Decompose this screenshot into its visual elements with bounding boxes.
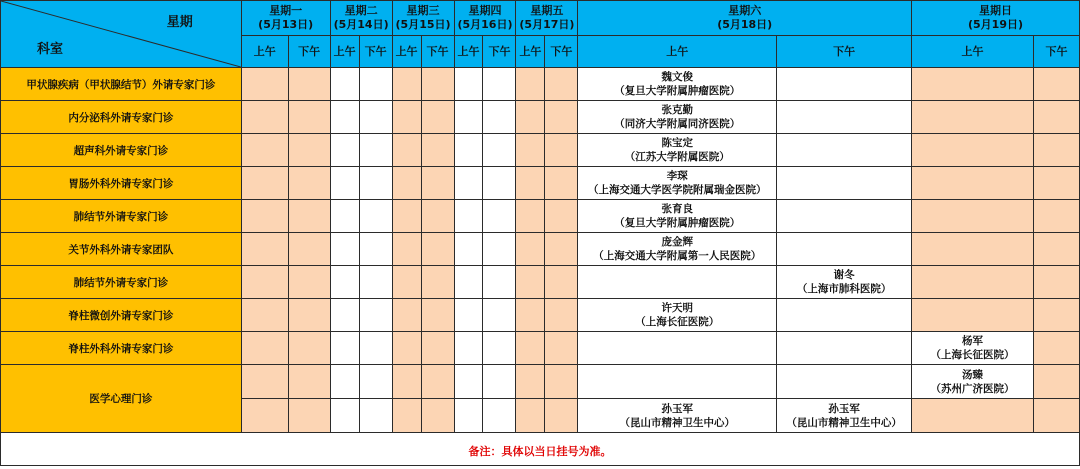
slot: [483, 233, 516, 266]
doctor-hospital: （上海长征医院）: [930, 349, 1015, 361]
slot: [516, 266, 545, 299]
slot: [483, 134, 516, 167]
table-row: [1, 233, 1080, 266]
slot: [578, 365, 777, 399]
slot: [545, 266, 578, 299]
department-label: 科室: [37, 42, 64, 57]
slot: [777, 233, 912, 266]
day-name: 星期六: [728, 4, 762, 17]
doctor-hospital: （复旦大学附属肿瘤医院）: [614, 217, 741, 229]
slot: [241, 399, 288, 433]
slot: [288, 365, 330, 399]
slot: [545, 167, 578, 200]
slot: [1033, 167, 1079, 200]
slot: [777, 101, 912, 134]
doctor-name: 庞金辉: [661, 236, 694, 248]
slot: [241, 167, 288, 200]
slot: [1033, 299, 1079, 332]
doctor-name: 李琛: [666, 170, 688, 182]
slot: [912, 266, 1034, 299]
slot: [912, 299, 1034, 332]
department-cell: 内分泌科外请专家门诊: [1, 101, 242, 134]
slot: [421, 101, 454, 134]
day-name: 星期三: [406, 4, 440, 17]
slot: [516, 365, 545, 399]
slot: [912, 399, 1034, 433]
slot: [1033, 200, 1079, 233]
slot: [454, 101, 483, 134]
slot: [454, 399, 483, 433]
table-row: [1, 134, 1080, 167]
slot: [288, 233, 330, 266]
doctor-hospital: （上海长征医院）: [635, 316, 720, 328]
doctor-slot: [578, 134, 777, 167]
table-row: [1, 68, 1080, 101]
slot: [421, 266, 454, 299]
day-date: (5月19日): [968, 18, 1024, 31]
slot: [1033, 332, 1079, 365]
slot: [288, 266, 330, 299]
slot: [454, 134, 483, 167]
period-am: 上午: [392, 36, 421, 68]
slot: [359, 167, 392, 200]
doctor-name: 陈宝定: [661, 137, 694, 149]
doctor-slot: [578, 233, 777, 266]
period-pm: 下午: [777, 36, 912, 68]
period-pm: 下午: [288, 36, 330, 68]
slot: [454, 299, 483, 332]
doctor-hospital: （上海交通大学医学院附属瑞金医院）: [588, 184, 767, 196]
weekday-label: 星期: [166, 15, 193, 30]
slot: [545, 365, 578, 399]
slot: [288, 68, 330, 101]
slot: [288, 332, 330, 365]
slot: [516, 101, 545, 134]
slot: [359, 332, 392, 365]
department-cell: 甲状腺疾病（甲状腺结节）外请专家门诊: [1, 68, 242, 101]
slot: [392, 134, 421, 167]
slot: [330, 399, 359, 433]
day-header-sun: [912, 1, 1080, 36]
slot: [288, 101, 330, 134]
day-name: 星期二: [344, 4, 378, 17]
slot: [516, 299, 545, 332]
slot: [912, 101, 1034, 134]
slot: [483, 399, 516, 433]
slot: [516, 134, 545, 167]
day-header-mon: [241, 1, 330, 36]
table-row: [1, 266, 1080, 299]
slot: [359, 101, 392, 134]
doctor-slot: [912, 332, 1034, 365]
slot: [421, 365, 454, 399]
slot: [777, 365, 912, 399]
doctor-name: 张克勤: [661, 104, 694, 116]
table-row: [1, 200, 1080, 233]
slot: [288, 399, 330, 433]
slot: [330, 332, 359, 365]
day-name: 星期五: [530, 4, 564, 17]
slot: [1033, 134, 1079, 167]
slot: [777, 68, 912, 101]
doctor-name: 张育良: [661, 203, 694, 215]
period-am: 上午: [578, 36, 777, 68]
doctor-hospital: （苏州广济医院）: [930, 382, 1015, 395]
doctor-slot: [777, 266, 912, 299]
slot: [241, 233, 288, 266]
footer-note-cell: [1, 433, 1080, 466]
slot: [483, 332, 516, 365]
table-row: [1, 167, 1080, 200]
slot: [241, 332, 288, 365]
header-corner: [1, 1, 242, 68]
slot: [241, 101, 288, 134]
slot: [330, 68, 359, 101]
day-date: (5月18日): [717, 18, 773, 31]
slot: [421, 399, 454, 433]
doctor-slot: [578, 299, 777, 332]
slot: [288, 200, 330, 233]
slot: [288, 167, 330, 200]
department-cell: 关节外科外请专家团队: [1, 233, 242, 266]
period-am: 上午: [241, 36, 288, 68]
day-header-sat: [578, 1, 912, 36]
slot: [454, 332, 483, 365]
slot: [392, 365, 421, 399]
slot: [330, 299, 359, 332]
department-cell: 医学心理门诊: [1, 365, 242, 433]
slot: [241, 299, 288, 332]
slot: [454, 68, 483, 101]
slot: [912, 233, 1034, 266]
slot: [241, 365, 288, 399]
slot: [330, 365, 359, 399]
slot: [545, 399, 578, 433]
slot: [1033, 233, 1079, 266]
doctor-name: 汤臻: [961, 368, 983, 381]
slot: [545, 299, 578, 332]
day-name: 星期日: [979, 4, 1013, 17]
slot: [392, 68, 421, 101]
slot: [359, 200, 392, 233]
period-pm: 下午: [421, 36, 454, 68]
period-pm: 下午: [359, 36, 392, 68]
period-pm: 下午: [483, 36, 516, 68]
slot: [516, 233, 545, 266]
slot: [516, 167, 545, 200]
slot: [545, 332, 578, 365]
period-am: 上午: [912, 36, 1034, 68]
slot: [912, 68, 1034, 101]
doctor-name: 孙玉军: [661, 402, 694, 415]
slot: [483, 68, 516, 101]
slot: [241, 68, 288, 101]
diagonal-line: [1, 1, 241, 67]
department-cell: 肺结节外请专家门诊: [1, 266, 242, 299]
slot: [777, 299, 912, 332]
department-cell: 胃肠外科外请专家门诊: [1, 167, 242, 200]
slot: [288, 134, 330, 167]
department-cell: 超声科外请专家门诊: [1, 134, 242, 167]
slot: [777, 167, 912, 200]
slot: [516, 68, 545, 101]
slot: [483, 200, 516, 233]
slot: [359, 233, 392, 266]
slot: [330, 134, 359, 167]
slot: [392, 399, 421, 433]
slot: [330, 266, 359, 299]
table-row: [1, 332, 1080, 365]
doctor-slot: [578, 68, 777, 101]
day-date: (5月13日): [258, 18, 314, 31]
slot: [392, 167, 421, 200]
slot: [359, 399, 392, 433]
day-date: (5月16日): [457, 18, 513, 31]
period-am: 上午: [454, 36, 483, 68]
slot: [1033, 365, 1079, 399]
period-pm: 下午: [545, 36, 578, 68]
slot: [359, 266, 392, 299]
day-name: 星期一: [269, 4, 303, 17]
doctor-hospital: （上海市肺科医院）: [796, 283, 892, 295]
doctor-hospital: （复旦大学附属肿瘤医院）: [614, 85, 741, 97]
doctor-slot: [777, 399, 912, 433]
slot: [483, 101, 516, 134]
footer-note: 备注：具体以当日挂号为准。: [468, 444, 612, 458]
slot: [392, 200, 421, 233]
slot: [330, 200, 359, 233]
doctor-hospital: （昆山市精神卫生中心）: [619, 416, 736, 429]
doctor-slot: [578, 101, 777, 134]
slot: [454, 200, 483, 233]
slot: [454, 266, 483, 299]
table-row: [1, 101, 1080, 134]
slot: [483, 266, 516, 299]
table-row: [1, 299, 1080, 332]
slot: [392, 332, 421, 365]
slot: [359, 68, 392, 101]
slot: [359, 299, 392, 332]
slot: [392, 266, 421, 299]
slot: [545, 200, 578, 233]
day-name: 星期四: [468, 4, 502, 17]
slot: [545, 68, 578, 101]
slot: [330, 167, 359, 200]
doctor-name: 杨军: [961, 335, 983, 347]
slot: [1033, 399, 1079, 433]
slot: [359, 134, 392, 167]
doctor-hospital: （同济大学附属同济医院）: [614, 118, 741, 130]
slot: [359, 365, 392, 399]
slot: [241, 134, 288, 167]
slot: [516, 399, 545, 433]
slot: [483, 299, 516, 332]
day-header-wed: [392, 1, 454, 36]
doctor-name: 许天明: [661, 302, 694, 314]
period-am: 上午: [330, 36, 359, 68]
period-am: 上午: [516, 36, 545, 68]
slot: [578, 332, 777, 365]
doctor-name: 谢冬: [833, 269, 855, 281]
day-header-thu: [454, 1, 516, 36]
slot: [421, 68, 454, 101]
slot: [483, 167, 516, 200]
slot: [421, 299, 454, 332]
slot: [288, 299, 330, 332]
day-header-tue: [330, 1, 392, 36]
doctor-slot: [912, 365, 1034, 399]
table-row: [1, 365, 1080, 399]
slot: [421, 167, 454, 200]
slot: [454, 365, 483, 399]
slot: [777, 332, 912, 365]
slot: [516, 200, 545, 233]
slot: [578, 266, 777, 299]
doctor-name: 孙玉军: [828, 402, 860, 415]
slot: [421, 134, 454, 167]
period-pm: 下午: [1033, 36, 1079, 68]
slot: [241, 200, 288, 233]
doctor-hospital: （江苏大学附属医院）: [624, 151, 730, 163]
slot: [1033, 68, 1079, 101]
slot: [912, 134, 1034, 167]
slot: [421, 332, 454, 365]
doctor-slot: [578, 167, 777, 200]
day-header-fri: [516, 1, 578, 36]
slot: [777, 200, 912, 233]
slot: [545, 101, 578, 134]
slot: [421, 200, 454, 233]
slot: [777, 134, 912, 167]
slot: [1033, 101, 1079, 134]
slot: [483, 365, 516, 399]
slot: [454, 167, 483, 200]
slot: [241, 266, 288, 299]
slot: [454, 233, 483, 266]
doctor-slot: [578, 399, 777, 433]
slot: [516, 332, 545, 365]
department-cell: 脊柱外科外请专家门诊: [1, 332, 242, 365]
doctor-slot: [578, 200, 777, 233]
slot: [912, 167, 1034, 200]
slot: [912, 200, 1034, 233]
department-cell: 脊柱微创外请专家门诊: [1, 299, 242, 332]
slot: [330, 101, 359, 134]
slot: [392, 233, 421, 266]
slot: [392, 299, 421, 332]
doctor-hospital: （昆山市精神卫生中心）: [786, 416, 902, 429]
slot: [330, 233, 359, 266]
day-date: (5月15日): [395, 18, 451, 31]
slot: [545, 134, 578, 167]
day-date: (5月17日): [519, 18, 575, 31]
day-date: (5月14日): [333, 18, 389, 31]
slot: [1033, 266, 1079, 299]
department-cell: 肺结节外请专家门诊: [1, 200, 242, 233]
doctor-name: 魏文俊: [661, 71, 694, 83]
slot: [421, 233, 454, 266]
doctor-hospital: （上海交通大学附属第一人民医院）: [593, 250, 762, 262]
slot: [392, 101, 421, 134]
slot: [545, 233, 578, 266]
